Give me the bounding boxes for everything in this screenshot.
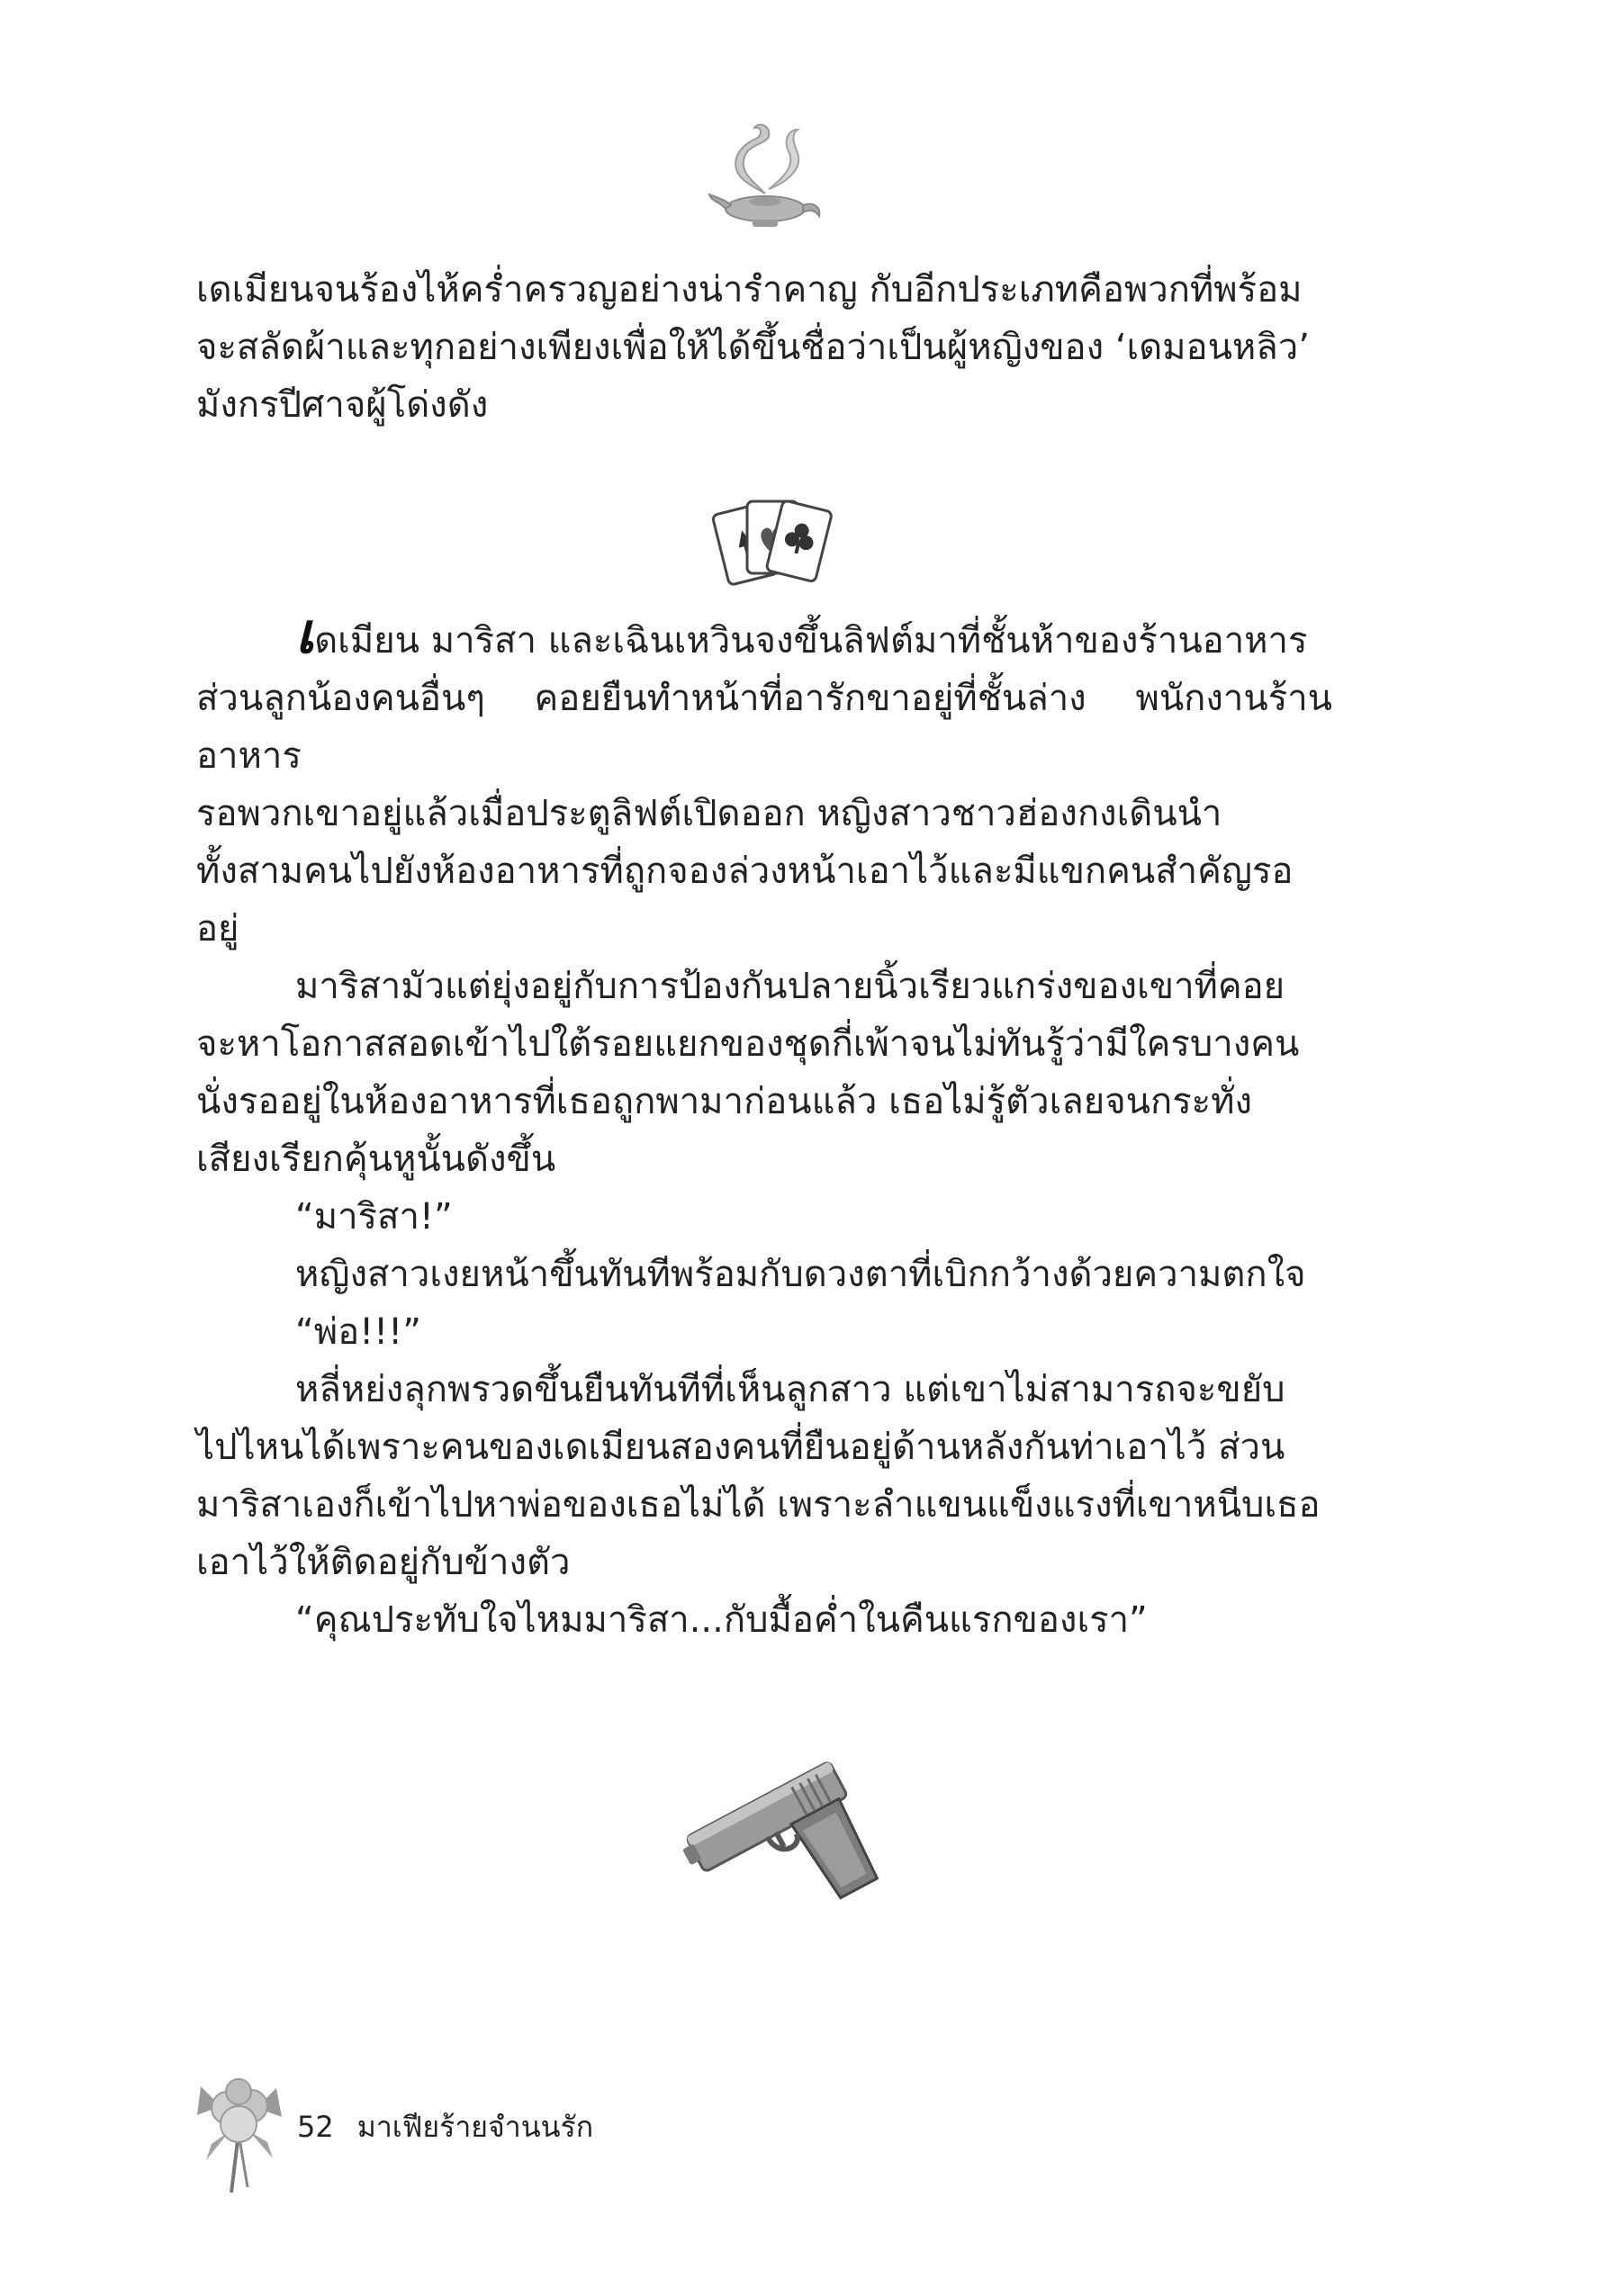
text-line: มาริสาเองก็เข้าไปหาพ่อของเธอไม่ได้ เพราะลำแขนแข็งแรงที่เขาหนีบเธอ: [196, 1484, 1321, 1526]
text-line: จะหาโอกาสสอดเข้าไปใต้รอยแยกของชุดกี่เพ้าจนไม่ทันรู้ว่ามีใครบางคน: [196, 1023, 1300, 1065]
opening-paragraph: [196, 261, 1332, 434]
text-line: หลี่หย่งลุกพรวดขึ้นยืนทันทีที่เห็นลูกสาว แต่เขาไม่สามารถจะขยับ: [295, 1369, 1285, 1410]
magic-lamp-icon: [702, 108, 828, 234]
text-line: เอาไว้ให้ติดอยู่กับข้างตัว: [196, 1542, 571, 1583]
drop-cap: เ: [295, 600, 315, 666]
text-line: รอพวกเขาอยู่แล้วเมื่อประตูลิฟต์เปิดออก หญิงสาวชาวฮ่องกงเดินนำ: [196, 793, 1222, 834]
text-line: นั่งรออยู่ในห้องอาหารที่เธอถูกพามาก่อนแล้ว เธอไม่รู้ตัวเลยจนกระทั่ง: [196, 1081, 1253, 1122]
dialogue-line: “พ่อ!!!”: [295, 1311, 421, 1353]
text-line: จะสลัดผ้าและทุกอย่างเพียงเพื่อให้ได้ขึ้นชื่อว่าเป็นผู้หญิงของ ‘เดมอนหลิว’: [196, 327, 1310, 368]
text-line: หญิงสาวเงยหน้าขึ้นทันทีพร้อมกับดวงตาที่เบิกกว้างด้วยความตกใจ: [295, 1254, 1306, 1295]
main-text: [196, 600, 1332, 1649]
pistol-icon: [664, 1733, 889, 1958]
dialogue-line: “มาริสา!”: [295, 1196, 453, 1238]
playing-cards-icon: [704, 491, 839, 590]
paragraph-1: [196, 600, 1332, 670]
book-title: มาเฟียร้ายจำนนรัก: [356, 2110, 594, 2144]
text-line: ดเมียน มาริสา และเฉินเหวินจงขึ้นลิฟต์มาที่ชั้นห้าของร้านอาหาร: [314, 620, 1308, 662]
text-line: เดเมียนจนร้องไห้คร่ำครวญอย่างน่ารำคาญ กับอีกประเภทคือพวกที่พร้อม: [196, 269, 1303, 311]
text-line: ส่วนลูกน้องคนอื่นๆ คอยยืนทำหน้าที่อารักขาอยู่ที่ชั้นล่าง พนักงานร้านอาหาร: [196, 678, 1332, 777]
text-line: มังกรปีศาจผู้โด่งดัง: [196, 384, 489, 426]
page-footer: [297, 2109, 593, 2145]
dialogue-line: “คุณประทับใจไหมมาริสา...กับมื้อค่ำในคืนแรกของเรา”: [295, 1599, 1148, 1641]
text-line: ไปไหนได้เพราะคนของเดเมียนสองคนที่ยืนอยู่ด้านหลังกันท่าเอาไว้ ส่วน: [196, 1427, 1285, 1468]
text-line: เสียงเรียกคุ้นหูนั้นดังขึ้น: [196, 1139, 556, 1180]
text-line: ทั้งสามคนไปยังห้องอาหารที่ถูกจองล่วงหน้าเอาไว้และมีแขกคนสำคัญรออยู่: [196, 851, 1294, 950]
flower-bouquet-icon: [185, 2061, 293, 2196]
text-line: มาริสามัวแต่ยุ่งอยู่กับการป้องกันปลายนิ้วเรียวแกร่งของเขาที่คอย: [295, 966, 1285, 1007]
page-number: 52: [297, 2110, 334, 2144]
